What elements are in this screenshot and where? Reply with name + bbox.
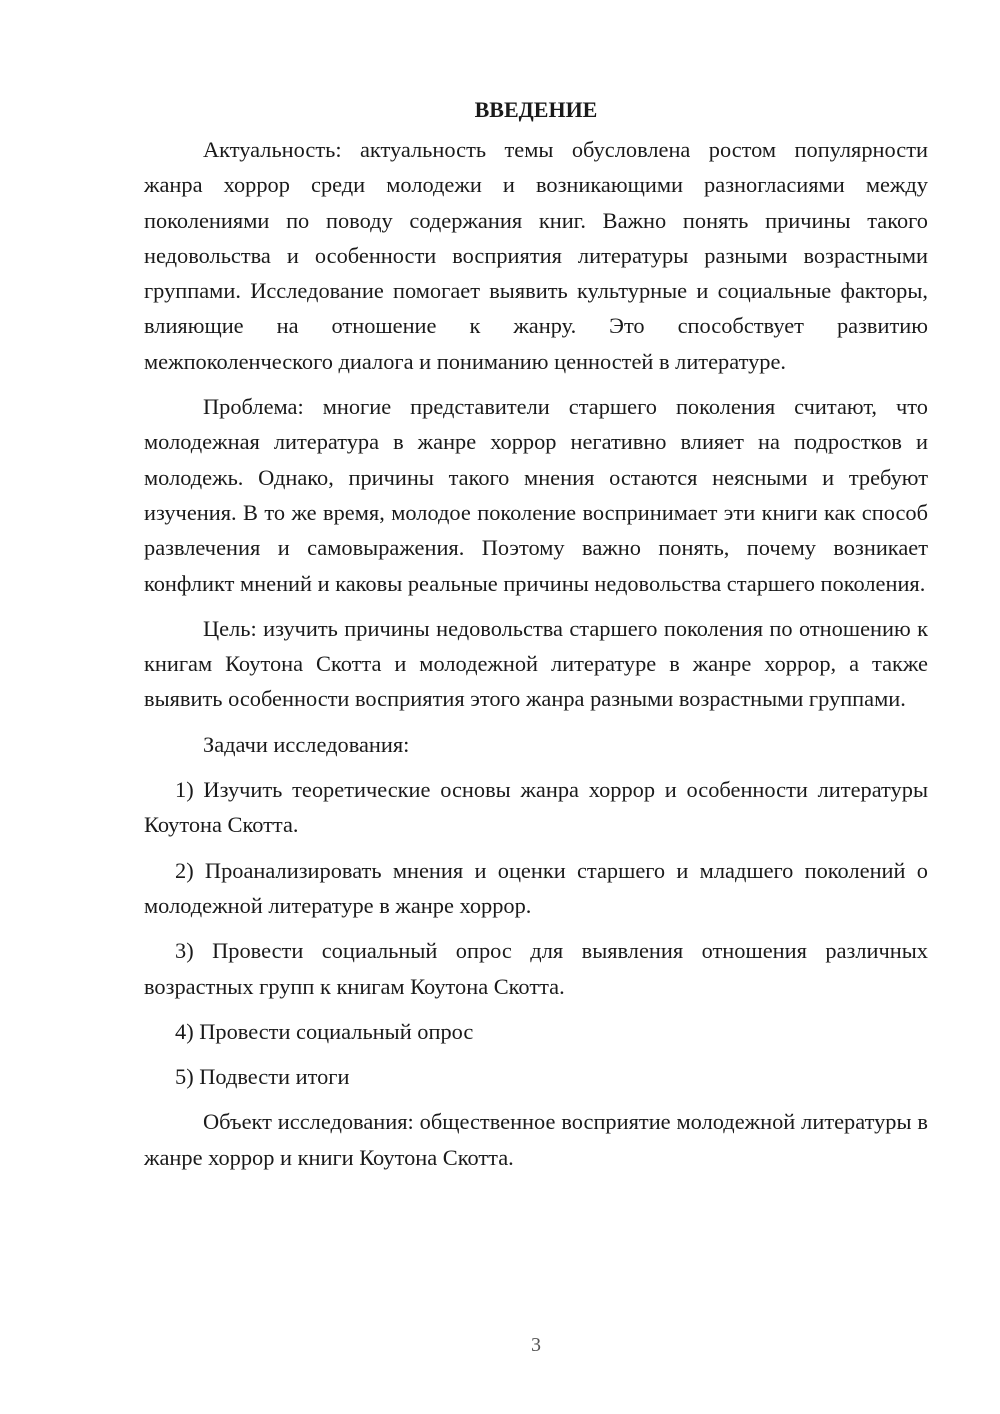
relevance-paragraph: Актуальность: актуальность темы обусловлена ростом популярности жанра хоррор среди молодежи и возникающими разногласиями между поколениями по поводу содержания книг. Важно понять причины такого недовольства и особенности восприятия литературы разными возрастными группами. Исследование помогает выявить культурные и социальные факторы, влияющие на отношение к жанру. Это способствует развитию межпоколенческого диалога и пониманию ценностей в литературе. — [144, 137, 928, 374]
task-item-4: 4) Провести социальный опрос — [175, 1018, 474, 1044]
document-page — [144, 92, 928, 1185]
task-item-3: 3) Провести социальный опрос для выявления отношения различных возрастных групп к книгам Коутона Скотта. — [144, 938, 928, 999]
goal-paragraph: Цель: изучить причины недовольства старшего поколения по отношению к книгам Коутона Скотта и молодежной литературе в жанре хоррор, а также выявить особенности восприятия этого жанра разными возрастными группами. — [144, 615, 928, 712]
task-item-5: 5) Подвести итоги — [175, 1064, 350, 1090]
tasks-heading: Задачи исследования: — [203, 731, 410, 757]
page-title: ВВЕДЕНИЕ — [474, 97, 598, 122]
problem-paragraph: Проблема: многие представители старшего поколения считают, что молодежная литература в жанре хоррор негативно влияет на подростков и молодежь. Однако, причины такого мнения остаются неясными и требуют изучения. В то же время, молодое поколение воспринимает эти книги как способ развлечения и самовыражения. Поэтому важно понять, почему возникает конфликт мнений и каковы реальные причины недовольства старшего поколения. — [144, 394, 928, 596]
page-number: 3 — [531, 1334, 541, 1356]
task-item-1: 1) Изучить теоретические основы жанра хоррор и особенности литературы Коутона Скотта. — [144, 777, 928, 838]
task-item-2: 2) Проанализировать мнения и оценки старшего и младшего поколений о молодежной литературе в жанре хоррор. — [144, 857, 928, 918]
object-paragraph: Объект исследования: общественное восприятие молодежной литературы в жанре хоррор и книги Коутона Скотта. — [144, 1109, 928, 1170]
